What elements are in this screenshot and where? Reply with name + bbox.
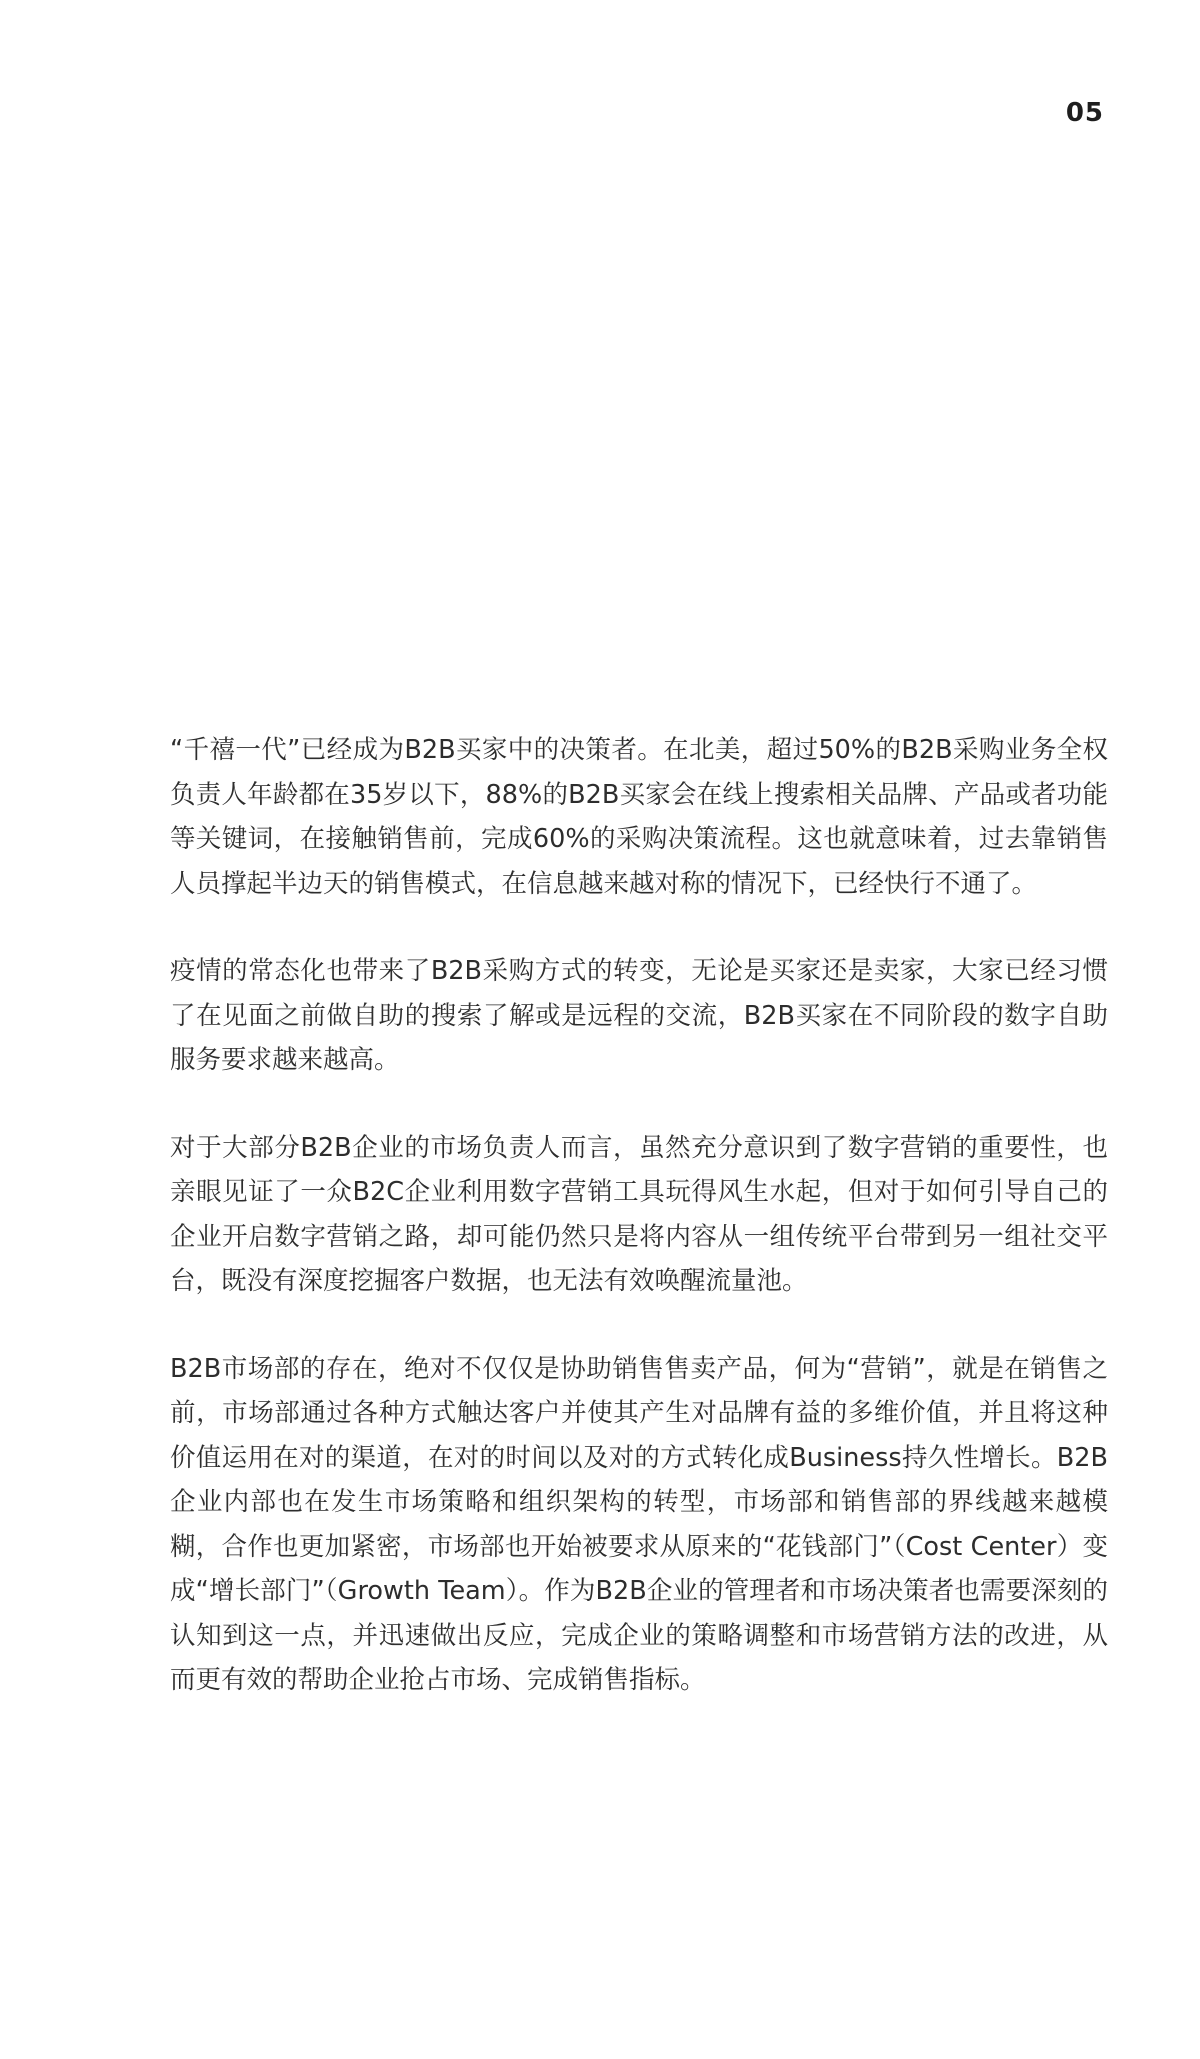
paragraph-millennial-buyers: “千禧一代”已经成为B2B买家中的决策者。在北美，超过50%的B2B采购业务全权负责人年龄都在35岁以下，88%的B2B买家会在线上搜索相关品牌、产品或者功能等关键词，在接触销售前，完成60%的采购决策流程。这也就意味着，过去靠销售人员撑起半边天的销售模式，在信息越来越对称的情况下，已经快行不通了。 [170,735,1108,899]
page-number: 05 [1065,98,1104,128]
paragraph-pandemic-shift: 疫情的常态化也带来了B2B采购方式的转变，无论是买家还是卖家，大家已经习惯了在见面之前做自助的搜索了解或是远程的交流，B2B买家在不同阶段的数字自助服务要求越来越高。 [170,956,1108,1075]
paragraph-digital-marketing: 对于大部分B2B企业的市场负责人而言，虽然充分意识到了数字营销的重要性，也亲眼见证了一众B2C企业利用数字营销工具玩得风生水起，但对于如何引导自己的企业开启数字营销之路，却可能仍然只是将内容从一组传统平台带到另一组社交平台，既没有深度挖掘客户数据，也无法有效唤醒流量池。 [170,1132,1108,1296]
paragraph-marketing-role: B2B市场部的存在，绝对不仅仅是协助销售售卖产品，何为“营销”，就是在销售之前，市场部通过各种方式触达客户并使其产生对品牌有益的多维价值，并且将这种价值运用在对的渠道，在对的时间以及对的方式转化成Business持久性增长。B2B企业内部也在发生市场策略和组织架构的转型，市场部和销售部的界线越来越模糊，合作也更加紧密，市场部也开始被要求从原来的“花钱部门”（Cost Center）变成“增长部门”（Growth Team）。作为B2B企业的管理者和市场决策者也需要深刻的认知到这一点，并迅速做出反应，完成企业的策略调整和市场营销方法的改进，从而更有效的帮助企业抢占市场、完成销售指标。 [170,1353,1108,1695]
article-body [170,728,1108,1746]
